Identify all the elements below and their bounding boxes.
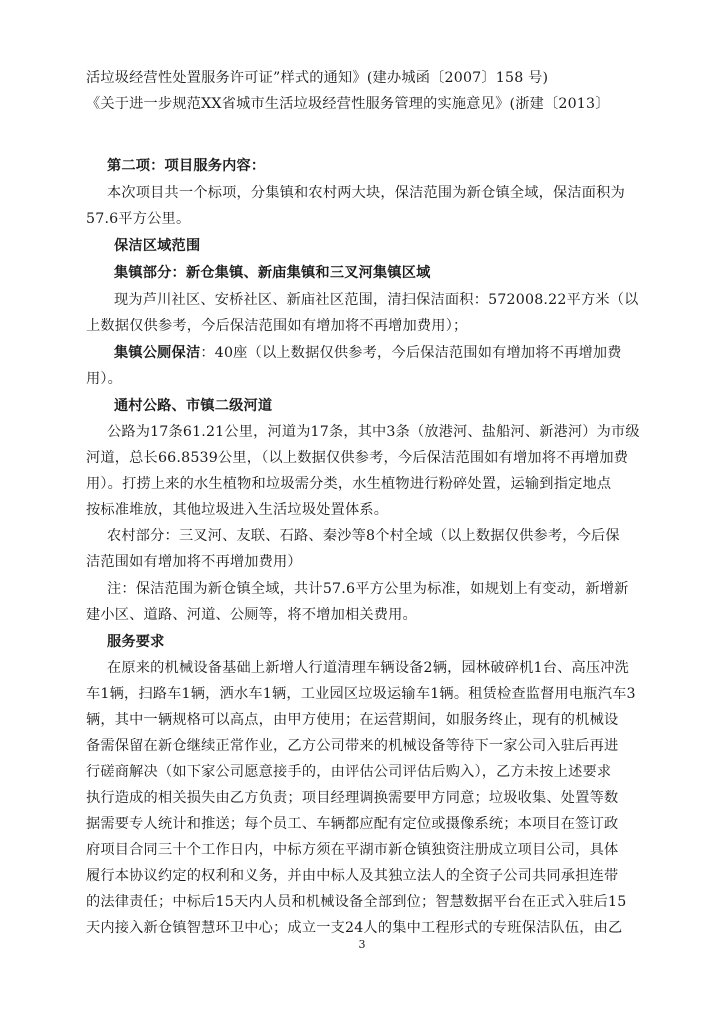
service-line-4: 备需保留在新仓继续正常作业，乙方公司带来的机械设备等待下一家公司入驻后再进 [86,738,619,754]
intro-line-1: 本次项目共一个标项，分集镇和农村两大块，保洁范围为新仓镇全域，保洁面积为 [107,185,625,201]
village-text-line-2: 洁范围如有增加将不再增加费用） [86,554,302,570]
road-text-line-4: 按标准堆放，其他垃圾进入生活垃圾处置体系。 [86,502,389,518]
service-line-8: 府项目合同三十个工作日内，中标方须在平湖市新仓镇独资注册成立项目公司，具体 [86,842,619,858]
road-text-line-2: 河道，总长66.8539公里，（以上数据仅供参考，今后保洁范围如有增加将不再增加费 [86,450,629,466]
service-line-7: 据需要专人统计和推送；每个员工、车辆都应配有定位或摄像系统；本项目在签订政 [86,816,619,832]
road-heading: 通村公路、市镇二级河道 [114,398,273,414]
area-heading: 保洁区域范围 [114,238,201,254]
town-text-line-1: 现为芦川社区、安桥社区、新庙社区范围，清扫保洁面积：572008.22平方米（以 [114,292,639,308]
service-line-10: 的法律责任；中标后15天内人员和机械设备全部到位；智慧数据平台在正式入驻后15 [86,894,627,910]
section-heading: 第二项：项目服务内容： [107,158,266,174]
service-line-5: 行磋商解决（如下家公司愿意接手的，由评估公司评估后购入），乙方未按上述要求 [86,764,612,780]
service-heading: 服务要求 [107,634,165,650]
toilet-text: ：40座（以上数据仅供参考，今后保洁范围如有增加将不再增加费 [200,345,622,361]
town-text-line-2: 上数据仅供参考，今后保洁范围如有增加将不再增加费用）； [86,318,468,334]
toilet-label: 集镇公厕保洁 [114,345,201,361]
toilet-line-2: 用）。 [86,371,123,387]
service-line-6: 执行造成的相关损失由乙方负责；项目经理调换需要甲方同意；垃圾收集、处置等数 [86,790,619,806]
service-line-1: 在原来的机械设备基础上新增人行道清理车辆设备2辆，园林破碎机1台、高压冲洗 [107,660,630,676]
service-line-9: 履行本协议约定的权利和义务，并由中标人及其独立法人的全资子公司共同承担连带 [86,868,619,884]
note-line-2: 建小区、道路、河道、公厕等，将不增加相关费用。 [86,607,417,623]
continuation-line-1: 活垃圾经营性处置服务许可证”样式的通知》(建办城函〔2007〕158 号) [86,70,549,86]
service-line-3: 辆，其中一辆规格可以高点，由甲方使用；在运营期间，如服务终止，现有的机械设 [86,712,619,728]
road-text-line-3: 用）。打捞上来的水生植物和垃圾需分类，水生植物进行粉碎处置，运输到指定地点 [86,476,612,492]
toilet-line-1 [114,341,622,365]
page-number: 3 [358,938,366,951]
village-text-line-1: 农村部分：三叉河、友联、石路、秦沙等8个村全域（以上数据仅供参考，今后保 [107,528,620,544]
note-line-1: 注：保洁范围为新仓镇全域，共计57.6平方公里为标准，如规划上有变动，新增新 [107,581,629,597]
road-text-line-1: 公路为17条61.21公里，河道为17条，其中3条（放港河、盐船河、新港河）为市级 [107,424,640,440]
service-line-2: 车1辆，扫路车1辆，洒水车1辆，工业园区垃圾运输车1辆。租赁检查监督用电瓶汽车3 [86,686,636,702]
service-line-11: 天内接入新仓镇智慧环卫中心；成立一支24人的集中工程形式的专班保洁队伍，由乙 [86,920,623,936]
continuation-line-2: 《关于进一步规范XX省城市生活垃圾经营性服务管理的实施意见》(浙建〔2013〕 [86,96,610,112]
town-heading: 集镇部分：新仓集镇、新庙集镇和三叉河集镇区域 [114,265,431,281]
intro-line-2: 57.6平方公里。 [86,211,191,227]
